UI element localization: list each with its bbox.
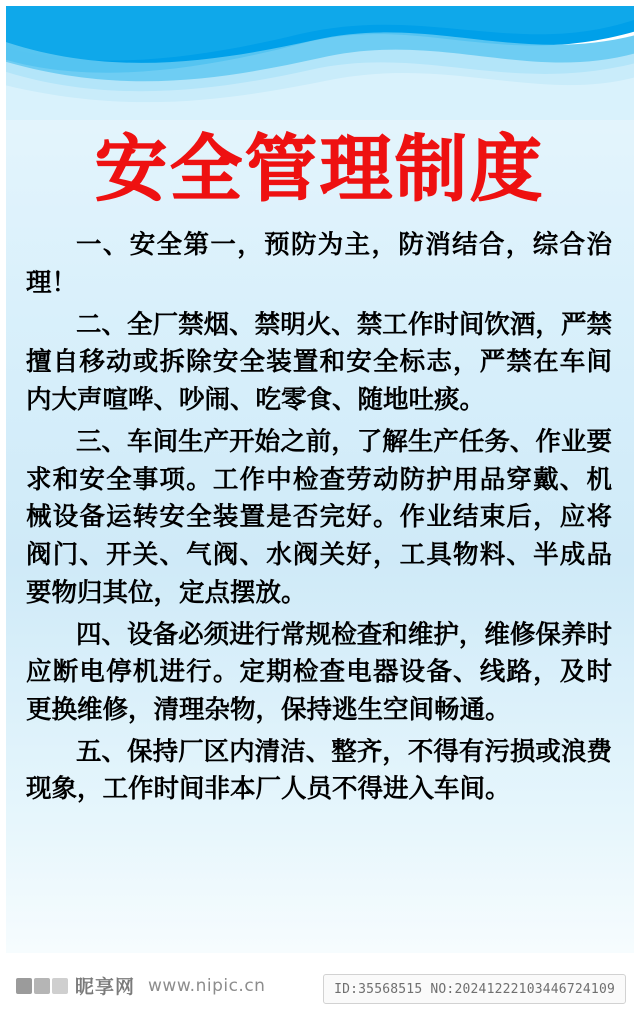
footer-bar <box>0 953 640 1024</box>
logo-label: 昵享网 <box>75 976 136 998</box>
regulation-paragraph: 三、车间生产开始之前，了解生产任务、作业要求和安全事项。工作中检查劳动防护用品穿戴、机械设备运转安全装置是否完好。作业结束后，应将阀门、开关、气阀、水阀关好，工具物料、半成品要物归其位，定点摆放。 <box>26 426 612 608</box>
wave-decoration <box>0 0 640 120</box>
site-logo[interactable] <box>16 972 265 999</box>
wave-svg <box>0 0 640 120</box>
regulation-body <box>0 227 640 809</box>
regulation-paragraph: 二、全厂禁烟、禁明火、禁工作时间饮酒，严禁擅自移动或拆除安全装置和安全标志，严禁在车间内大声喧哗、吵闹、吃零食、随地吐痰。 <box>26 309 612 416</box>
page-title: 安全管理制度 <box>94 127 545 211</box>
regulation-paragraph: 一、安全第一，预防为主，防消结合，综合治理！ <box>26 230 612 298</box>
asset-id-badge: ID:35568515 NO:20241222103446724109 <box>323 974 626 1004</box>
logo-blocks-icon <box>16 978 68 994</box>
poster-content <box>0 120 640 813</box>
regulation-paragraph: 五、保持厂区内清洁、整齐，不得有污损或浪费现象，工作时间非本厂人员不得进入车间。 <box>26 736 612 805</box>
regulation-paragraph: 四、设备必须进行常规检查和维护，维修保养时应断电停机进行。定期检查电器设备、线路，及时更换维修，清理杂物，保持逃生空间畅通。 <box>26 619 612 725</box>
logo-url[interactable]: www.nipic.cn <box>148 975 266 996</box>
